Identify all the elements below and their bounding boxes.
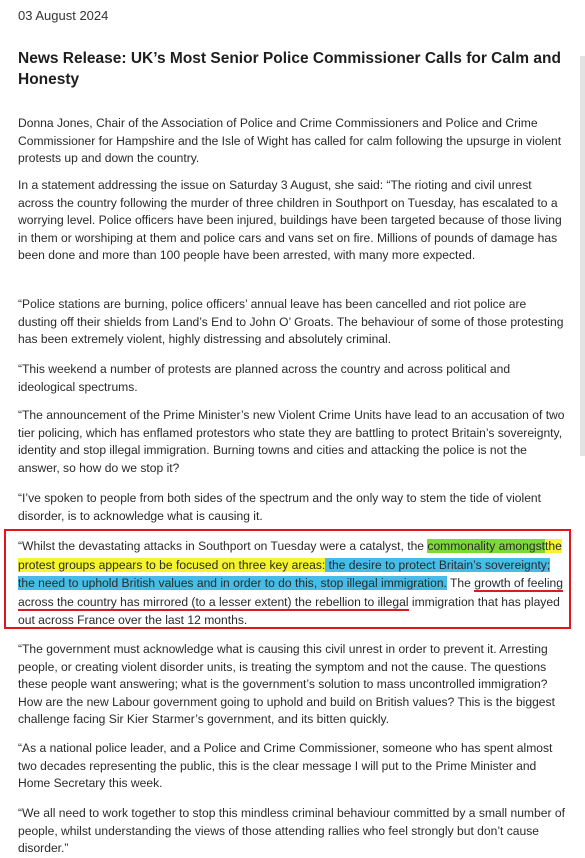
paragraph-work-together: “We all need to work together to stop this mindless criminal behaviour committed by a small number of people, whilst understanding the views of those attending rallies who feel strongly but don’t cause disorder.” [18,806,565,856]
highlight-blue-text: the desire to protect Britain’s sovereignty; the need to uphold British values and in order to do this, stop illegal immigration. [18,557,551,591]
paragraph-intro: Donna Jones, Chair of the Association of Police and Crime Commissioners and Police and Crime Commissioner for Hampshire and the Isle of Wight has called for calm following the upsurge in violent protests up and down the country. [18,116,562,166]
release-date: 03 August 2024 [18,8,109,23]
highlight-yellow-text: the protest groups appears to be focused on three key areas: [18,539,562,572]
highlight-text-plain: “Whilst the devastating attacks in Southport on Tuesday were a catalyst, the [18,539,428,553]
highlight-text-plain-2: The [446,576,475,591]
paragraph-statement: In a statement addressing the issue on Saturday 3 August, she said: “The rioting and civil unrest across the country following the murder of three children in Southport on Tuesday, has escalated to a worrying level. Police officers have been injured, buildings have been targeted because of those living in them or worshiping at them and police cars and vans set on fire. Millions of pounds of damage has been done and more than 100 people have been arrested, with many more expected. [18,178,562,263]
highlight-text-plain-3: immigration that has played out across France over the last 12 months. [18,594,560,628]
paragraph-national-leader: “As a national police leader, and a Police and Crime Commissioner, someone who has spent almost two decades representing the public, this is the clear message I will put to the Prime Minister and Home Secretary this week. [18,741,553,791]
scrollbar[interactable] [580,56,585,456]
paragraph-highlighted [18,537,566,630]
paragraph-violent-crime-units: “The announcement of the Prime Minister’s new Violent Crime Units have lead to an accusation of two tier policing, which has enflamed protestors who state they are battling to protect Britain’s sovereignty, identity and stop illegal immigration. Burning towns and cities and attacking the police is not the answer, so how do we stop it? [18,408,565,475]
highlight-green-text: commonality amongst [427,539,546,553]
paragraph-spoken-to-people: “I’ve spoken to people from both sides of the spectrum and the only way to stem the tide of violent disorder, is to acknowledge what is causing it. [18,491,542,523]
page-title: News Release: UK’s Most Senior Police Commissioner Calls for Calm and Honesty [18,50,561,88]
paragraph-police-stations: “Police stations are burning, police officers’ annual leave has been cancelled and riot police are dusting off their shields from Land’s End to John O’ Groats. The behaviour of some of those protesting has been extremely violent, highly distressing and absolutely criminal. [18,297,564,347]
paragraph-protests-planned: “This weekend a number of protests are planned across the country and across political and ideological spectrums. [18,362,511,394]
underlined-text: growth of feeling across the country has mirrored (to a lesser extent) the rebellion to illegal [18,576,563,609]
paragraph-government-must: “The government must acknowledge what is causing this civil unrest in order to prevent it. Arresting people, or creating violent disorder units, is treating the symptom and not the cause. The questions these people want answering; what is the government’s solution to mass uncontrolled immigration? How are the new Labour government going to uphold and build on British values? This is the biggest challenge facing Sir Kier Starmer’s government, and its bitten quickly. [18,642,555,727]
